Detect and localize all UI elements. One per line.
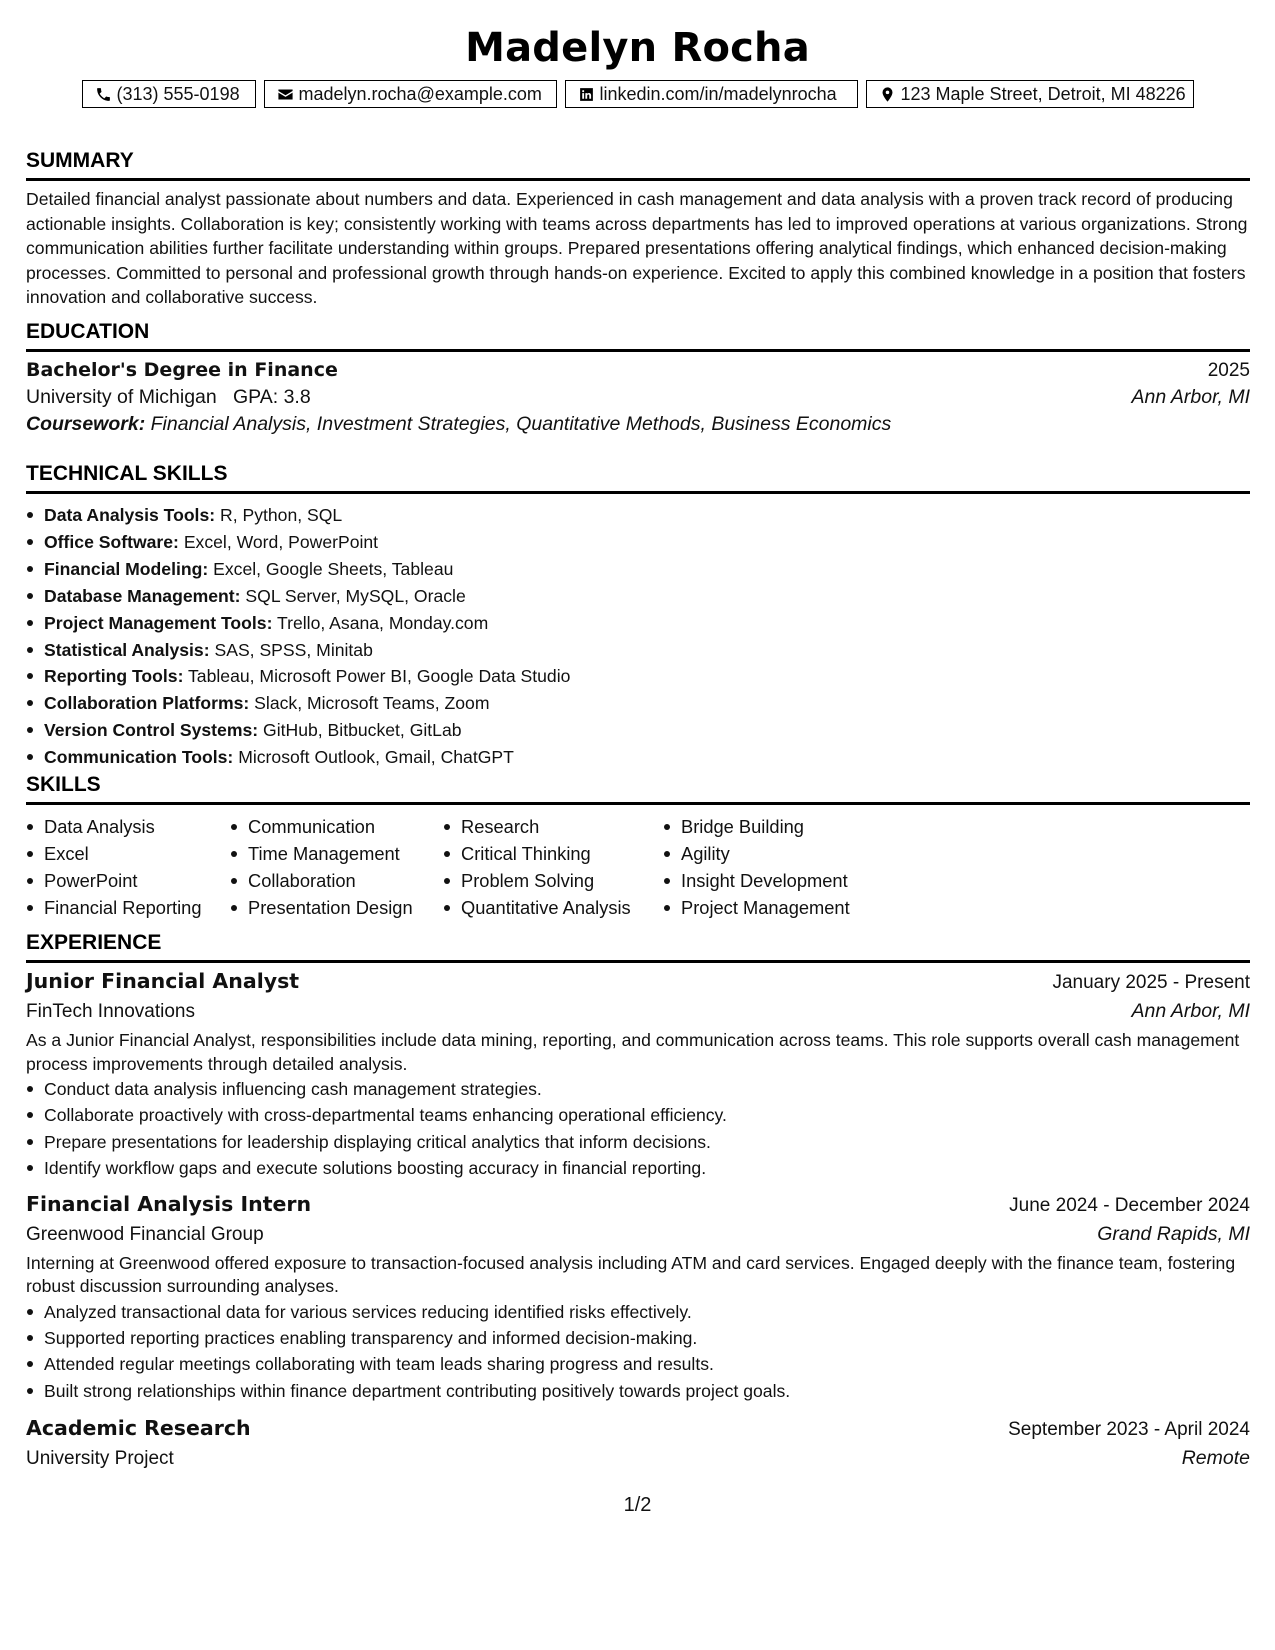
job-entry — [26, 1416, 1250, 1470]
list-item: Conduct data analysis influencing cash management strategies. — [26, 1076, 1250, 1102]
skill-value: GitHub, Bitbucket, GitLab — [263, 720, 462, 741]
education-section — [26, 319, 1250, 436]
section-title: SKILLS — [26, 773, 101, 796]
list-item: Financial Reporting — [26, 894, 230, 921]
skill-value: R, Python, SQL — [219, 505, 343, 525]
company-name: Greenwood Financial Group — [26, 1223, 264, 1245]
list-item — [26, 583, 1250, 610]
skills-column — [26, 813, 230, 921]
list-item: Prepare presentations for leadership displaying critical analytics that inform decisions. — [26, 1129, 1250, 1155]
skill-label: Office Software: — [44, 531, 179, 552]
envelope-icon — [277, 86, 294, 103]
skill-label: Reporting Tools: — [44, 666, 184, 687]
list-item — [26, 637, 1250, 664]
gpa: GPA: 3.8 — [233, 386, 311, 408]
job-dates: January 2025 - Present — [1052, 972, 1250, 993]
skills-columns — [26, 813, 1250, 921]
job-dates: June 2024 - December 2024 — [1009, 1194, 1250, 1216]
list-item — [26, 502, 1250, 529]
section-title: EDUCATION — [26, 320, 150, 343]
phone-icon — [95, 86, 112, 103]
list-item: Insight Development — [663, 867, 903, 894]
list-item: Collaboration — [230, 867, 443, 894]
company-name: FinTech Innovations — [26, 1001, 195, 1022]
section-divider — [26, 802, 1250, 805]
job-description: As a Junior Financial Analyst, responsibilities include data mining, reporting, and communication across teams. This role supports overall cash management process improvements through detailed analysis. — [26, 1030, 1240, 1074]
job-subheader — [26, 1000, 1250, 1023]
list-item: Project Management — [663, 894, 903, 921]
list-item: Collaborate proactively with cross-departmental teams enhancing operational efficiency. — [26, 1102, 1250, 1128]
list-item: Supported reporting practices enabling transparency and informed decision-making. — [26, 1325, 1250, 1351]
job-entry — [26, 1192, 1250, 1405]
skill-label: Version Control Systems: — [44, 720, 259, 741]
candidate-name: Madelyn Rocha — [465, 25, 810, 71]
degree-row — [26, 359, 1250, 382]
company-name: University Project — [26, 1448, 174, 1470]
job-location: Grand Rapids, MI — [1097, 1222, 1250, 1245]
linkedin-icon — [578, 86, 595, 103]
contact-bar — [0, 80, 1275, 108]
list-item: Research — [443, 813, 663, 840]
linkedin-chip[interactable] — [565, 80, 858, 108]
experience-section — [26, 930, 1250, 1470]
job-subheader — [26, 1447, 1250, 1470]
skill-value: Excel, Word, PowerPoint — [183, 531, 379, 552]
school-location: Ann Arbor, MI — [1131, 386, 1250, 408]
skills-column — [443, 813, 663, 921]
address-chip[interactable] — [866, 80, 1194, 108]
school-info — [26, 386, 311, 409]
phone-chip[interactable] — [82, 80, 256, 108]
list-item: Bridge Building — [663, 813, 903, 840]
skill-value: Excel, Google Sheets, Tableau — [213, 558, 454, 579]
section-title: EXPERIENCE — [26, 931, 162, 954]
job-location: Ann Arbor, MI — [1131, 1000, 1250, 1022]
skill-value: Microsoft Outlook, Gmail, ChatGPT — [238, 747, 514, 768]
skill-label: Project Management Tools: — [44, 612, 273, 633]
graduation-year: 2025 — [1207, 360, 1250, 381]
skill-value: Tableau, Microsoft Power BI, Google Data Studio — [188, 666, 571, 687]
section-title: TECHNICAL SKILLS — [26, 462, 228, 485]
list-item — [26, 663, 1250, 690]
job-header — [26, 969, 1250, 994]
skill-value: SAS, SPSS, Minitab — [214, 639, 373, 660]
list-item: Analyzed transactional data for various services reducing identified risks effectively. — [26, 1299, 1250, 1325]
list-item: PowerPoint — [26, 867, 230, 894]
job-description: Interning at Greenwood offered exposure to transaction-focused analysis including ATM and card services. Engaged deeply with the finance team, fostering robust discussion surrounding analyses. — [26, 1252, 1236, 1297]
list-item: Attended regular meetings collaborating with team leads sharing progress and results. — [26, 1351, 1250, 1377]
skill-value: SQL Server, MySQL, Oracle — [245, 585, 466, 606]
linkedin-text: linkedin.com/in/madelynrocha — [599, 83, 837, 104]
list-item — [26, 529, 1250, 556]
skill-value: Trello, Asana, Monday.com — [277, 612, 489, 633]
skill-label: Data Analysis Tools: — [44, 505, 216, 525]
list-item — [26, 610, 1250, 637]
coursework-label: Coursework: — [26, 413, 146, 435]
list-item — [26, 744, 1250, 771]
list-item: Identify workflow gaps and execute solutions boosting accuracy in financial reporting. — [26, 1155, 1250, 1181]
section-title: SUMMARY — [26, 149, 134, 172]
summary-text: Detailed financial analyst passionate about numbers and data. Experienced in cash management and data analysis with a proven track record of producing actionable insights. Collaboration is key; consistently working with teams across departments has led to improved operations at various organizations. Strong communication abilities further facilitate understanding within groups. Prepared presentations offering analytical findings, which enhanced decision-making processes. Committed to personal and professional growth through hands-on experience. Excited to apply this combined knowledge in a position that fosters innovation and collaborative success. — [26, 189, 1248, 308]
list-item — [26, 556, 1250, 583]
job-header — [26, 1416, 1250, 1441]
job-entry — [26, 969, 1250, 1182]
coursework-list: Financial Analysis, Investment Strategies, Quantitative Methods, Business Economics — [150, 413, 892, 435]
job-location: Remote — [1181, 1447, 1250, 1470]
list-item: Time Management — [230, 840, 443, 867]
email-chip[interactable] — [264, 80, 557, 108]
skills-column — [230, 813, 443, 921]
job-dates: September 2023 - April 2024 — [1008, 1419, 1250, 1441]
technical-skills-section — [26, 461, 1250, 771]
page-number: 1/2 — [623, 1494, 652, 1516]
list-item: Built strong relationships within finance department contributing positively towards project goals. — [26, 1378, 1250, 1404]
job-title: Academic Research — [26, 1416, 251, 1441]
list-item: Problem Solving — [443, 867, 663, 894]
technical-skills-list — [26, 502, 1250, 771]
section-divider — [26, 960, 1250, 963]
list-item: Quantitative Analysis — [443, 894, 663, 921]
skill-label: Financial Modeling: — [44, 558, 209, 579]
section-divider — [26, 491, 1250, 494]
address-text: 123 Maple Street, Detroit, MI 48226 — [900, 83, 1186, 104]
school-row — [26, 386, 1250, 409]
job-bullets — [26, 1076, 1250, 1182]
skill-label: Communication Tools: — [44, 747, 234, 768]
section-divider — [26, 178, 1250, 181]
skill-label: Collaboration Platforms: — [44, 693, 250, 714]
school-name: University of Michigan — [26, 386, 217, 408]
job-title: Financial Analysis Intern — [26, 1191, 312, 1216]
list-item: Data Analysis — [26, 813, 230, 840]
skill-label: Database Management: — [44, 585, 241, 606]
job-title: Junior Financial Analyst — [26, 969, 300, 993]
skill-label: Statistical Analysis: — [44, 639, 210, 660]
skills-column — [663, 813, 903, 921]
list-item — [26, 690, 1250, 717]
list-item: Critical Thinking — [443, 840, 663, 867]
list-item: Presentation Design — [230, 894, 443, 921]
job-bullets — [26, 1299, 1250, 1405]
map-pin-icon — [879, 86, 896, 103]
section-divider — [26, 349, 1250, 352]
job-subheader — [26, 1223, 1250, 1246]
list-item: Communication — [230, 813, 443, 840]
summary-section — [26, 148, 1250, 310]
skill-value: Slack, Microsoft Teams, Zoom — [254, 693, 490, 714]
list-item: Excel — [26, 840, 230, 867]
list-item — [26, 717, 1250, 744]
coursework-row — [26, 413, 1250, 436]
skills-section — [26, 772, 1250, 921]
list-item: Agility — [663, 840, 903, 867]
job-header — [26, 1192, 1250, 1217]
email-text: madelyn.rocha@example.com — [298, 83, 542, 104]
phone-text: (313) 555-0198 — [116, 83, 240, 104]
degree-title: Bachelor's Degree in Finance — [26, 359, 338, 381]
